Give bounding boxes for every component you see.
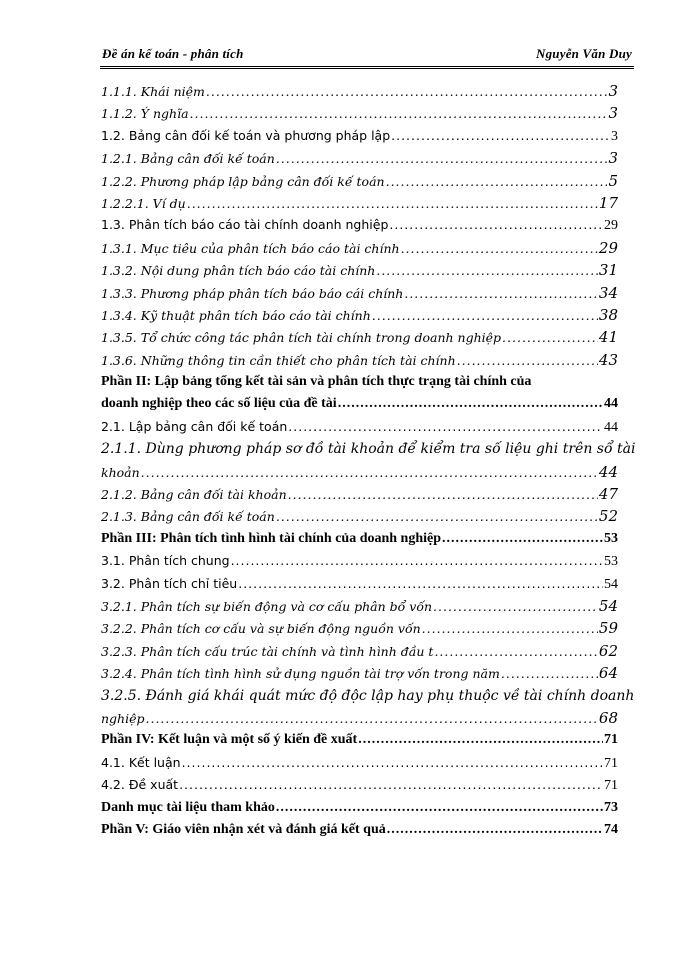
toc-entry[interactable] xyxy=(101,259,618,281)
toc-entry[interactable] xyxy=(101,752,618,774)
page-header xyxy=(100,44,634,69)
toc-leader xyxy=(190,103,608,125)
toc-page-number: 52 xyxy=(598,507,618,526)
toc-entry[interactable] xyxy=(101,282,618,304)
toc-entry[interactable] xyxy=(101,483,618,505)
toc-entry-title: 1.2.2. Phương pháp lập bảng cân đối kế toán xyxy=(101,173,385,189)
toc-entry-title: 1.2. Bảng cân đối kế toán và phương pháp lập xyxy=(101,127,391,143)
toc-leader xyxy=(372,305,598,327)
toc-page-number: 3 xyxy=(611,128,618,144)
toc-page-number: 71 xyxy=(604,732,618,748)
toc-entry[interactable] xyxy=(101,797,618,819)
toc-leader xyxy=(276,148,608,170)
toc-entry[interactable] xyxy=(101,707,618,729)
toc-leader xyxy=(146,708,598,730)
toc-entry-title: 1.2.1. Bảng cân đối kế toán xyxy=(101,151,275,167)
toc-leader xyxy=(141,462,598,484)
toc-entry-title: 3.2.4. Phân tích tình hình sử dụng nguồn tài trợ vốn trong năm xyxy=(101,666,500,682)
toc-entry[interactable] xyxy=(101,416,618,438)
toc-page-number: 17 xyxy=(598,193,618,212)
toc-page-number: 29 xyxy=(604,218,618,234)
toc-leader xyxy=(422,618,598,640)
toc-entry-title: 1.3.6. Những thông tin cần thiết cho phân tích tài chính xyxy=(101,352,456,368)
toc-entry[interactable] xyxy=(101,170,618,192)
toc-page-number: 31 xyxy=(598,261,618,280)
toc-page-number: 54 xyxy=(604,576,618,592)
toc-entry-first-line[interactable]: 2.1.1. Dùng phương pháp sơ đồ tài khoản để kiểm tra số liệu ghi trên sổ tài xyxy=(101,441,636,458)
toc-entry-title: 1.3.3. Phương pháp phân tích báo báo cái chính xyxy=(101,285,404,301)
toc-page-number: 5 xyxy=(608,171,618,190)
toc-leader xyxy=(386,171,608,193)
toc-entry[interactable] xyxy=(101,617,618,639)
toc-page-number: 38 xyxy=(598,305,618,324)
toc-page-number: 73 xyxy=(604,799,618,815)
toc-entry[interactable] xyxy=(101,461,618,483)
toc-leader xyxy=(187,193,598,215)
toc-page-number: 71 xyxy=(604,755,618,771)
toc-entry-title: 3.2.2. Phân tích cơ cấu và sự biến động nguồn vốn xyxy=(101,621,421,637)
toc-entry[interactable] xyxy=(101,573,618,595)
toc-leader xyxy=(231,550,603,572)
toc-page-number: 53 xyxy=(604,554,618,570)
toc-entry-title: 2.1.3. Bảng cân đối kế toán xyxy=(101,509,275,525)
toc-entry-title: Phần V: Giáo viên nhận xét và đánh giá kết quả xyxy=(101,821,386,837)
toc-page-number: 3 xyxy=(608,82,618,100)
toc-entry-title: 1.2.2.1. Ví dụ xyxy=(101,195,186,211)
toc-page-number: 44 xyxy=(604,419,618,435)
toc-leader xyxy=(391,125,610,147)
toc-entry-title: Danh mục tài liệu tham khảo xyxy=(101,799,275,815)
toc-entry[interactable] xyxy=(101,237,618,259)
toc-leader xyxy=(457,350,598,372)
toc-leader xyxy=(238,573,603,595)
toc-page-number: 71 xyxy=(604,778,618,794)
toc-entry-title: 2.1.2. Bảng cân đối tài khoản xyxy=(101,487,287,503)
toc-page-number: 3 xyxy=(608,104,618,123)
toc-entry-title: 2.1. Lập bảng cân đối kế toán xyxy=(101,418,288,434)
toc-page-number: 41 xyxy=(598,328,618,347)
toc-leader xyxy=(276,506,598,528)
toc-page-number: 64 xyxy=(598,664,618,683)
toc-page-number: 53 xyxy=(604,530,618,546)
toc-entry[interactable] xyxy=(101,640,618,662)
toc-entry-title: 1.1.2. Ý nghĩa xyxy=(101,106,189,122)
toc-entry[interactable] xyxy=(101,349,618,371)
toc-entry[interactable] xyxy=(101,326,618,348)
toc-entry-title: 3.2. Phân tích chỉ tiêu xyxy=(101,575,238,591)
toc-leader xyxy=(206,81,608,103)
toc-entry-title: 4.2. Đề xuất xyxy=(101,777,179,793)
toc-leader xyxy=(434,641,597,663)
toc-page-number: 68 xyxy=(598,708,618,727)
toc-leader xyxy=(401,238,598,260)
toc-entry[interactable] xyxy=(101,393,618,415)
toc-entry[interactable] xyxy=(101,819,618,841)
toc-entry-title: doanh nghiệp theo các số liệu của đề tài xyxy=(101,396,337,412)
toc-page-number: 29 xyxy=(598,238,618,257)
header-left-title: Đề án kế toán - phân tích xyxy=(102,46,244,61)
toc-page-number: 44 xyxy=(604,396,618,412)
toc-entry[interactable] xyxy=(101,80,618,102)
toc-entry-title: 1.3. Phân tích báo cáo tài chính doanh nghiệp xyxy=(101,217,389,233)
header-author: Nguyễn Văn Duy xyxy=(536,46,632,61)
toc-page-number: 54 xyxy=(598,596,618,615)
toc-leader xyxy=(387,819,603,841)
toc-entry[interactable] xyxy=(101,125,618,147)
toc-entry-title: Phần III: Phân tích tình hình tài chính của doanh nghiệp xyxy=(101,530,442,546)
toc-leader xyxy=(276,797,603,819)
toc-entry[interactable] xyxy=(101,147,618,169)
toc-leader xyxy=(288,484,598,506)
toc-entry-title: 3.1. Phân tích chung xyxy=(101,553,230,569)
toc-entry[interactable] xyxy=(101,102,618,124)
toc-page-number: 74 xyxy=(604,821,618,837)
toc-entry[interactable] xyxy=(101,505,618,527)
table-of-contents xyxy=(101,80,636,841)
toc-entry[interactable] xyxy=(101,774,618,796)
toc-entry-title: khoản xyxy=(101,464,140,480)
toc-entry-title: 1.3.5. Tổ chức công tác phân tích tài chính trong doanh nghiệp xyxy=(101,330,502,346)
toc-leader xyxy=(182,752,603,774)
toc-entry-title: 3.2.3. Phân tích cấu trúc tài chính và tình hình đầu t xyxy=(101,643,434,659)
toc-entry[interactable] xyxy=(101,214,618,236)
toc-entry[interactable] xyxy=(101,304,618,326)
toc-entry-title: Phần IV: Kết luận và một số ý kiến đề xuất xyxy=(101,732,358,748)
toc-page-number: 59 xyxy=(598,619,618,638)
toc-leader xyxy=(288,416,603,438)
toc-leader xyxy=(389,214,603,236)
toc-entry-title: nghiệp xyxy=(101,710,145,726)
toc-entry[interactable] xyxy=(101,729,618,751)
toc-entry-title: 1.3.1. Mục tiêu của phân tích báo cáo tài chính xyxy=(101,240,400,256)
toc-entry[interactable] xyxy=(101,595,618,617)
toc-leader xyxy=(404,283,598,305)
toc-page-number: 43 xyxy=(598,350,618,369)
toc-page-number: 47 xyxy=(598,485,618,504)
toc-page-number: 62 xyxy=(598,641,618,660)
toc-entry-title: 1.1.1. Khái niệm xyxy=(101,84,205,99)
toc-page-number: 34 xyxy=(598,283,618,302)
toc-entry[interactable] xyxy=(101,662,618,684)
toc-leader xyxy=(179,774,603,796)
toc-leader xyxy=(433,596,598,618)
toc-entry-first-line[interactable]: Phần II: Lập bảng tổng kết tài sản và phân tích thực trạng tài chính của xyxy=(101,374,532,390)
toc-leader xyxy=(358,729,603,751)
toc-entry[interactable] xyxy=(101,550,618,572)
toc-leader xyxy=(502,327,598,349)
toc-leader xyxy=(501,663,598,685)
toc-leader xyxy=(376,260,598,282)
toc-entry-title: 1.3.4. Kỹ thuật phân tích báo cáo tài chính xyxy=(101,307,371,323)
toc-leader xyxy=(442,528,603,550)
toc-entry-title: 3.2.1. Phân tích sự biến động và cơ cấu phân bổ vốn xyxy=(101,598,433,614)
toc-entry[interactable] xyxy=(101,192,618,214)
toc-leader xyxy=(338,393,603,415)
toc-entry-title: 4.1. Kết luận xyxy=(101,754,181,770)
toc-page-number: 44 xyxy=(598,462,618,481)
toc-entry-first-line[interactable]: 3.2.5. Đánh giá khái quát mức độ độc lập hay phụ thuộc về tài chính doanh xyxy=(101,687,635,704)
toc-entry-title: 1.3.2. Nội dung phân tích báo cáo tài chính xyxy=(101,263,376,279)
toc-page-number: 3 xyxy=(608,149,618,168)
toc-entry[interactable] xyxy=(101,528,618,550)
